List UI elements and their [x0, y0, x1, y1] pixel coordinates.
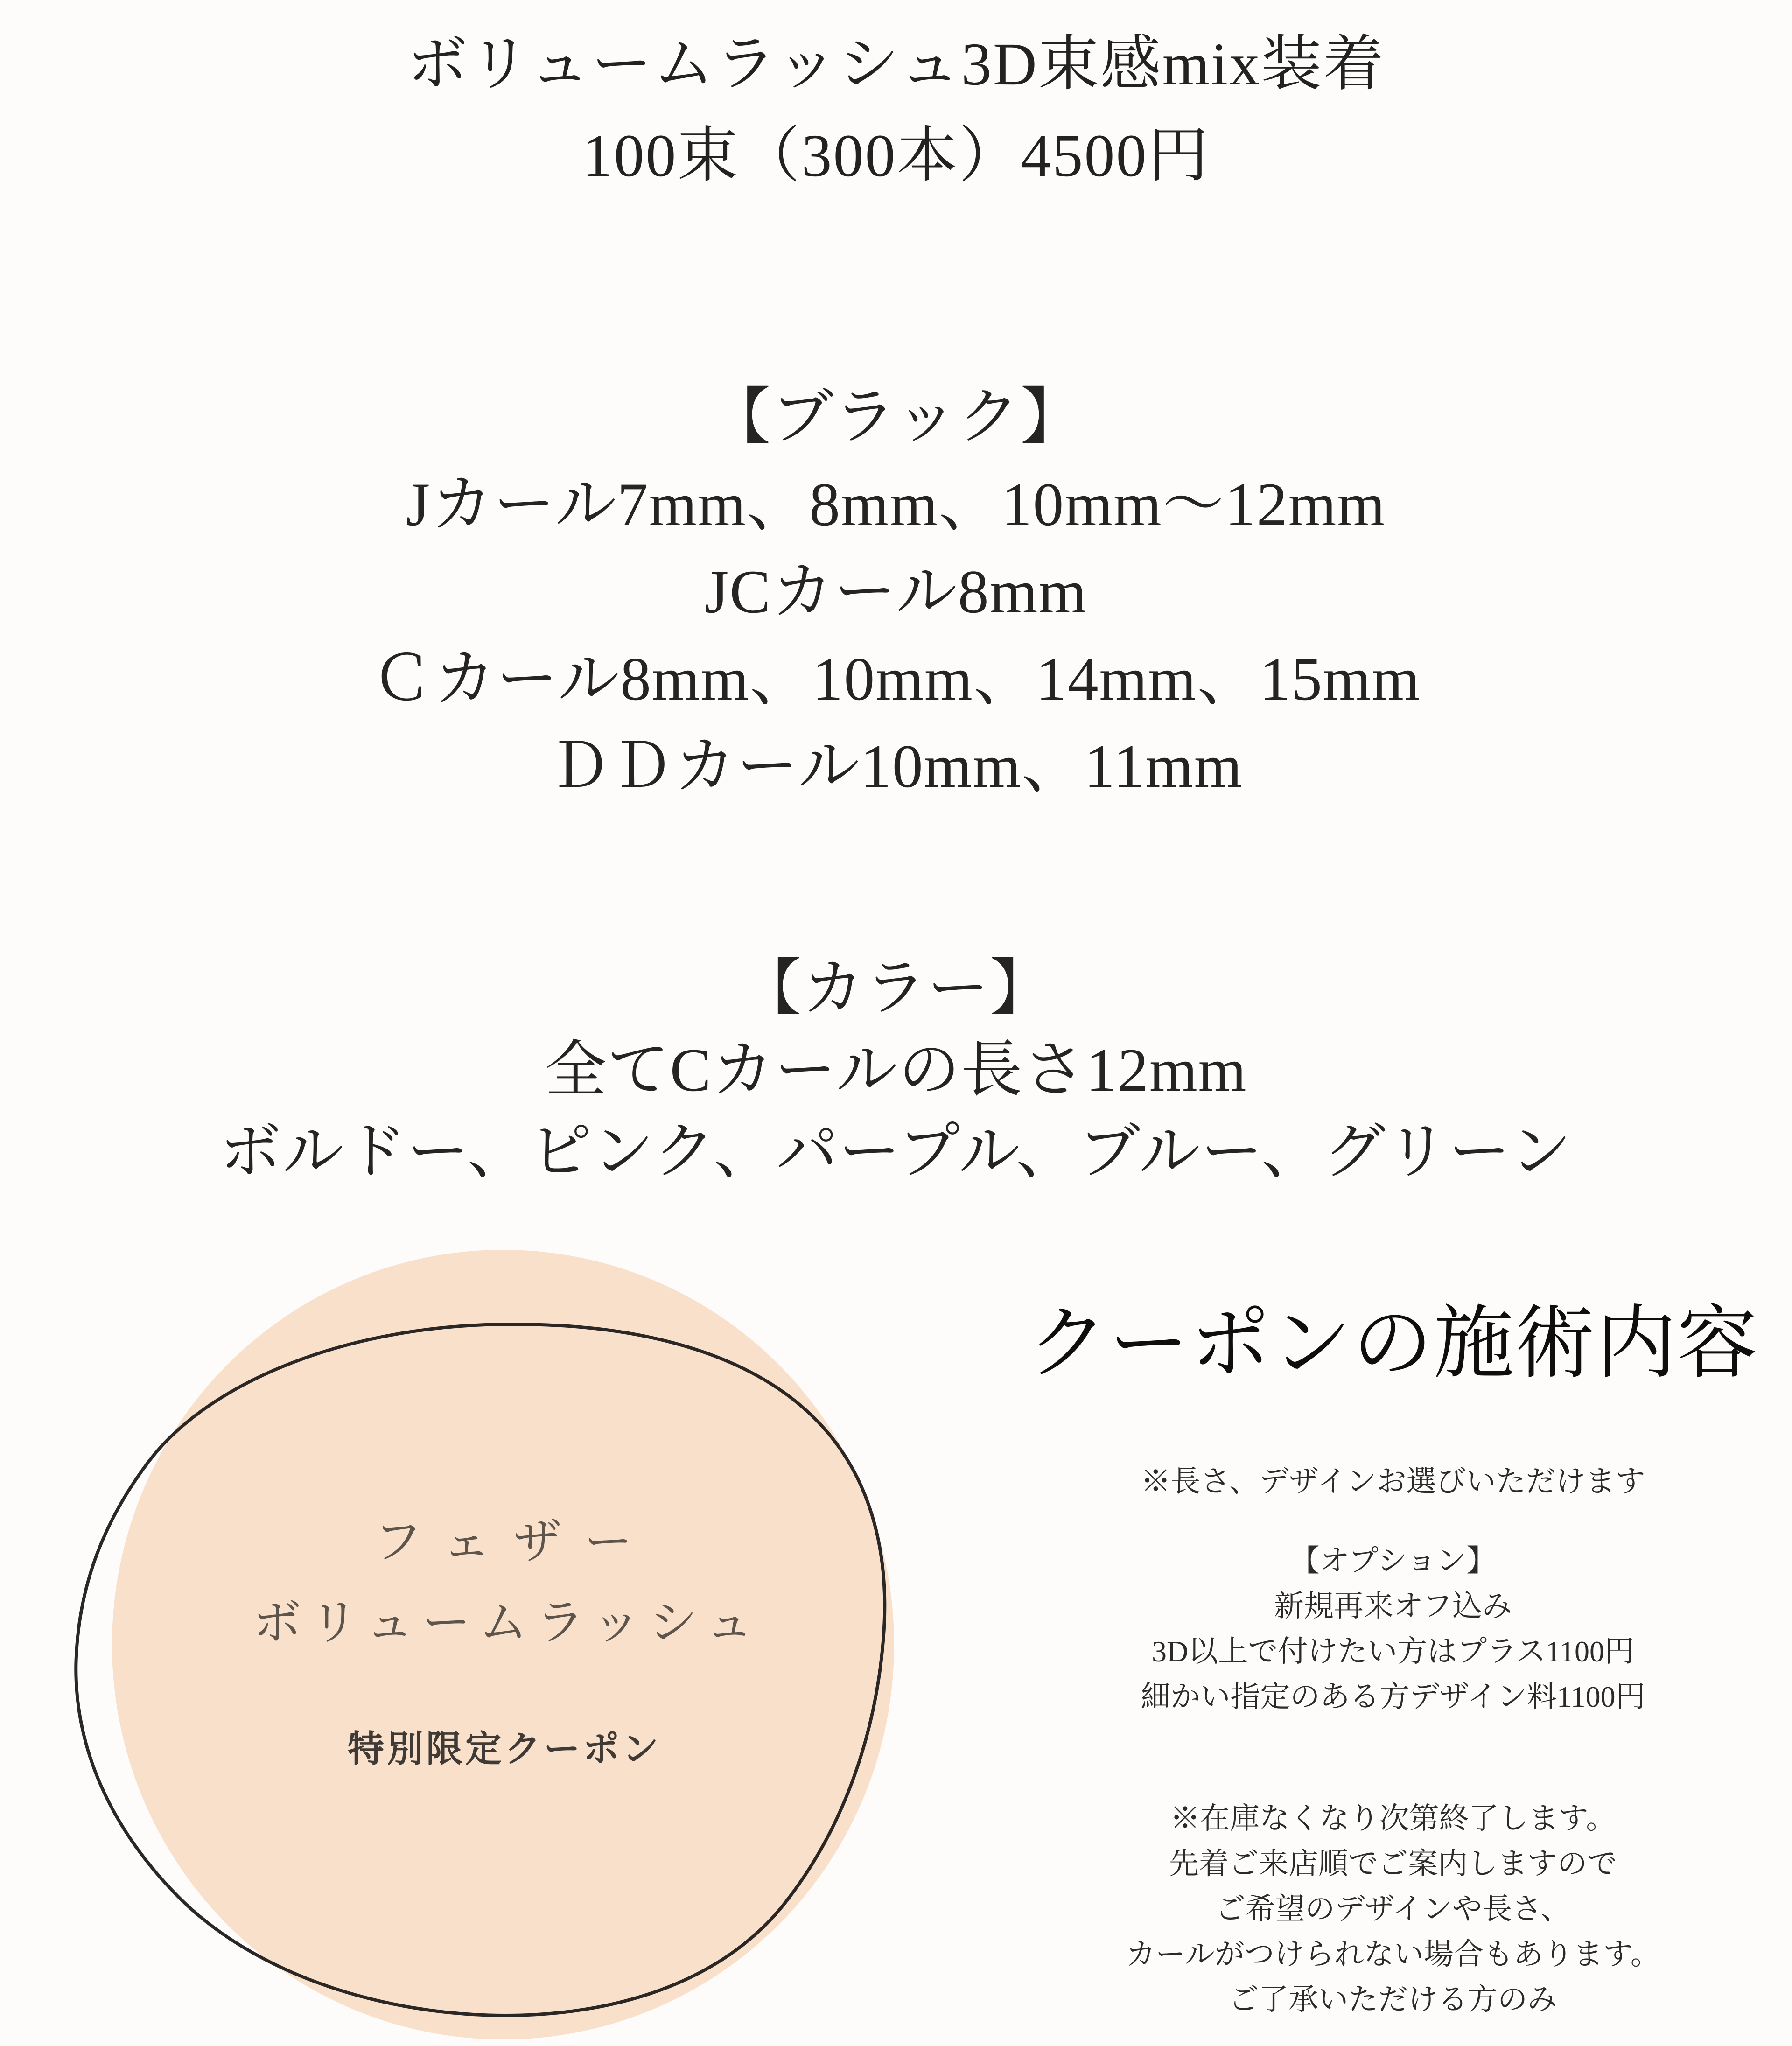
details-note: ※長さ、デザインお選びいただけます — [1141, 1465, 1645, 1498]
color-section — [0, 947, 1792, 1192]
notice-line: ※在庫なくなり次第終了します。 — [1170, 1802, 1616, 1835]
color-spec-line: ボルドー、ピンク、パープル、ブルー、グリーン — [219, 1117, 1573, 1186]
options-line: 3D以上で付けたい方はプラス1100円 — [1152, 1635, 1634, 1668]
options-block — [994, 1538, 1792, 1719]
notice-line: ご希望のデザインや長さ、 — [1215, 1892, 1571, 1926]
badge-coupon-label: 特別限定クーポン — [347, 1728, 661, 1769]
black-section-heading: 【ブラック】 — [709, 383, 1083, 451]
badge-title-line2: ボリュームラッシュ — [252, 1596, 762, 1650]
color-spec-line: 全てCカールの長さ12mm — [545, 1036, 1247, 1104]
notice-block — [994, 1796, 1792, 2022]
details-heading: クーポンの施術内容 — [1028, 1300, 1758, 1388]
options-line: 新規再来オフ込み — [1274, 1590, 1512, 1623]
options-heading: 【オプション】 — [1289, 1544, 1497, 1577]
options-line: 細かい指定のある方デザイン料1100円 — [1141, 1680, 1645, 1713]
black-spec-line: JCカール8mm — [704, 557, 1088, 626]
black-spec-line: Ｃカール8mm、10mm、14mm、15mm — [371, 645, 1421, 713]
color-section-heading: 【カラー】 — [740, 954, 1052, 1023]
black-section — [0, 373, 1792, 810]
black-spec-line: Jカール7mm、8mm、10mm〜12mm — [406, 470, 1386, 539]
notice-line: カールがつけられない場合もあります。 — [1126, 1938, 1660, 1971]
notice-line: ご了承いただける方のみ — [1229, 1983, 1557, 2016]
badge-title-line1: フェザー — [373, 1515, 655, 1569]
product-price: 100束（300本）4500円 — [582, 122, 1210, 189]
notice-line: 先着ご来店順でご案内しますので — [1169, 1847, 1617, 1880]
header-block — [0, 19, 1792, 202]
product-title: ボリュームラッシュ3D束感mix装着 — [406, 31, 1386, 98]
black-spec-line: ＤＤカール10mm、11mm — [549, 732, 1243, 800]
